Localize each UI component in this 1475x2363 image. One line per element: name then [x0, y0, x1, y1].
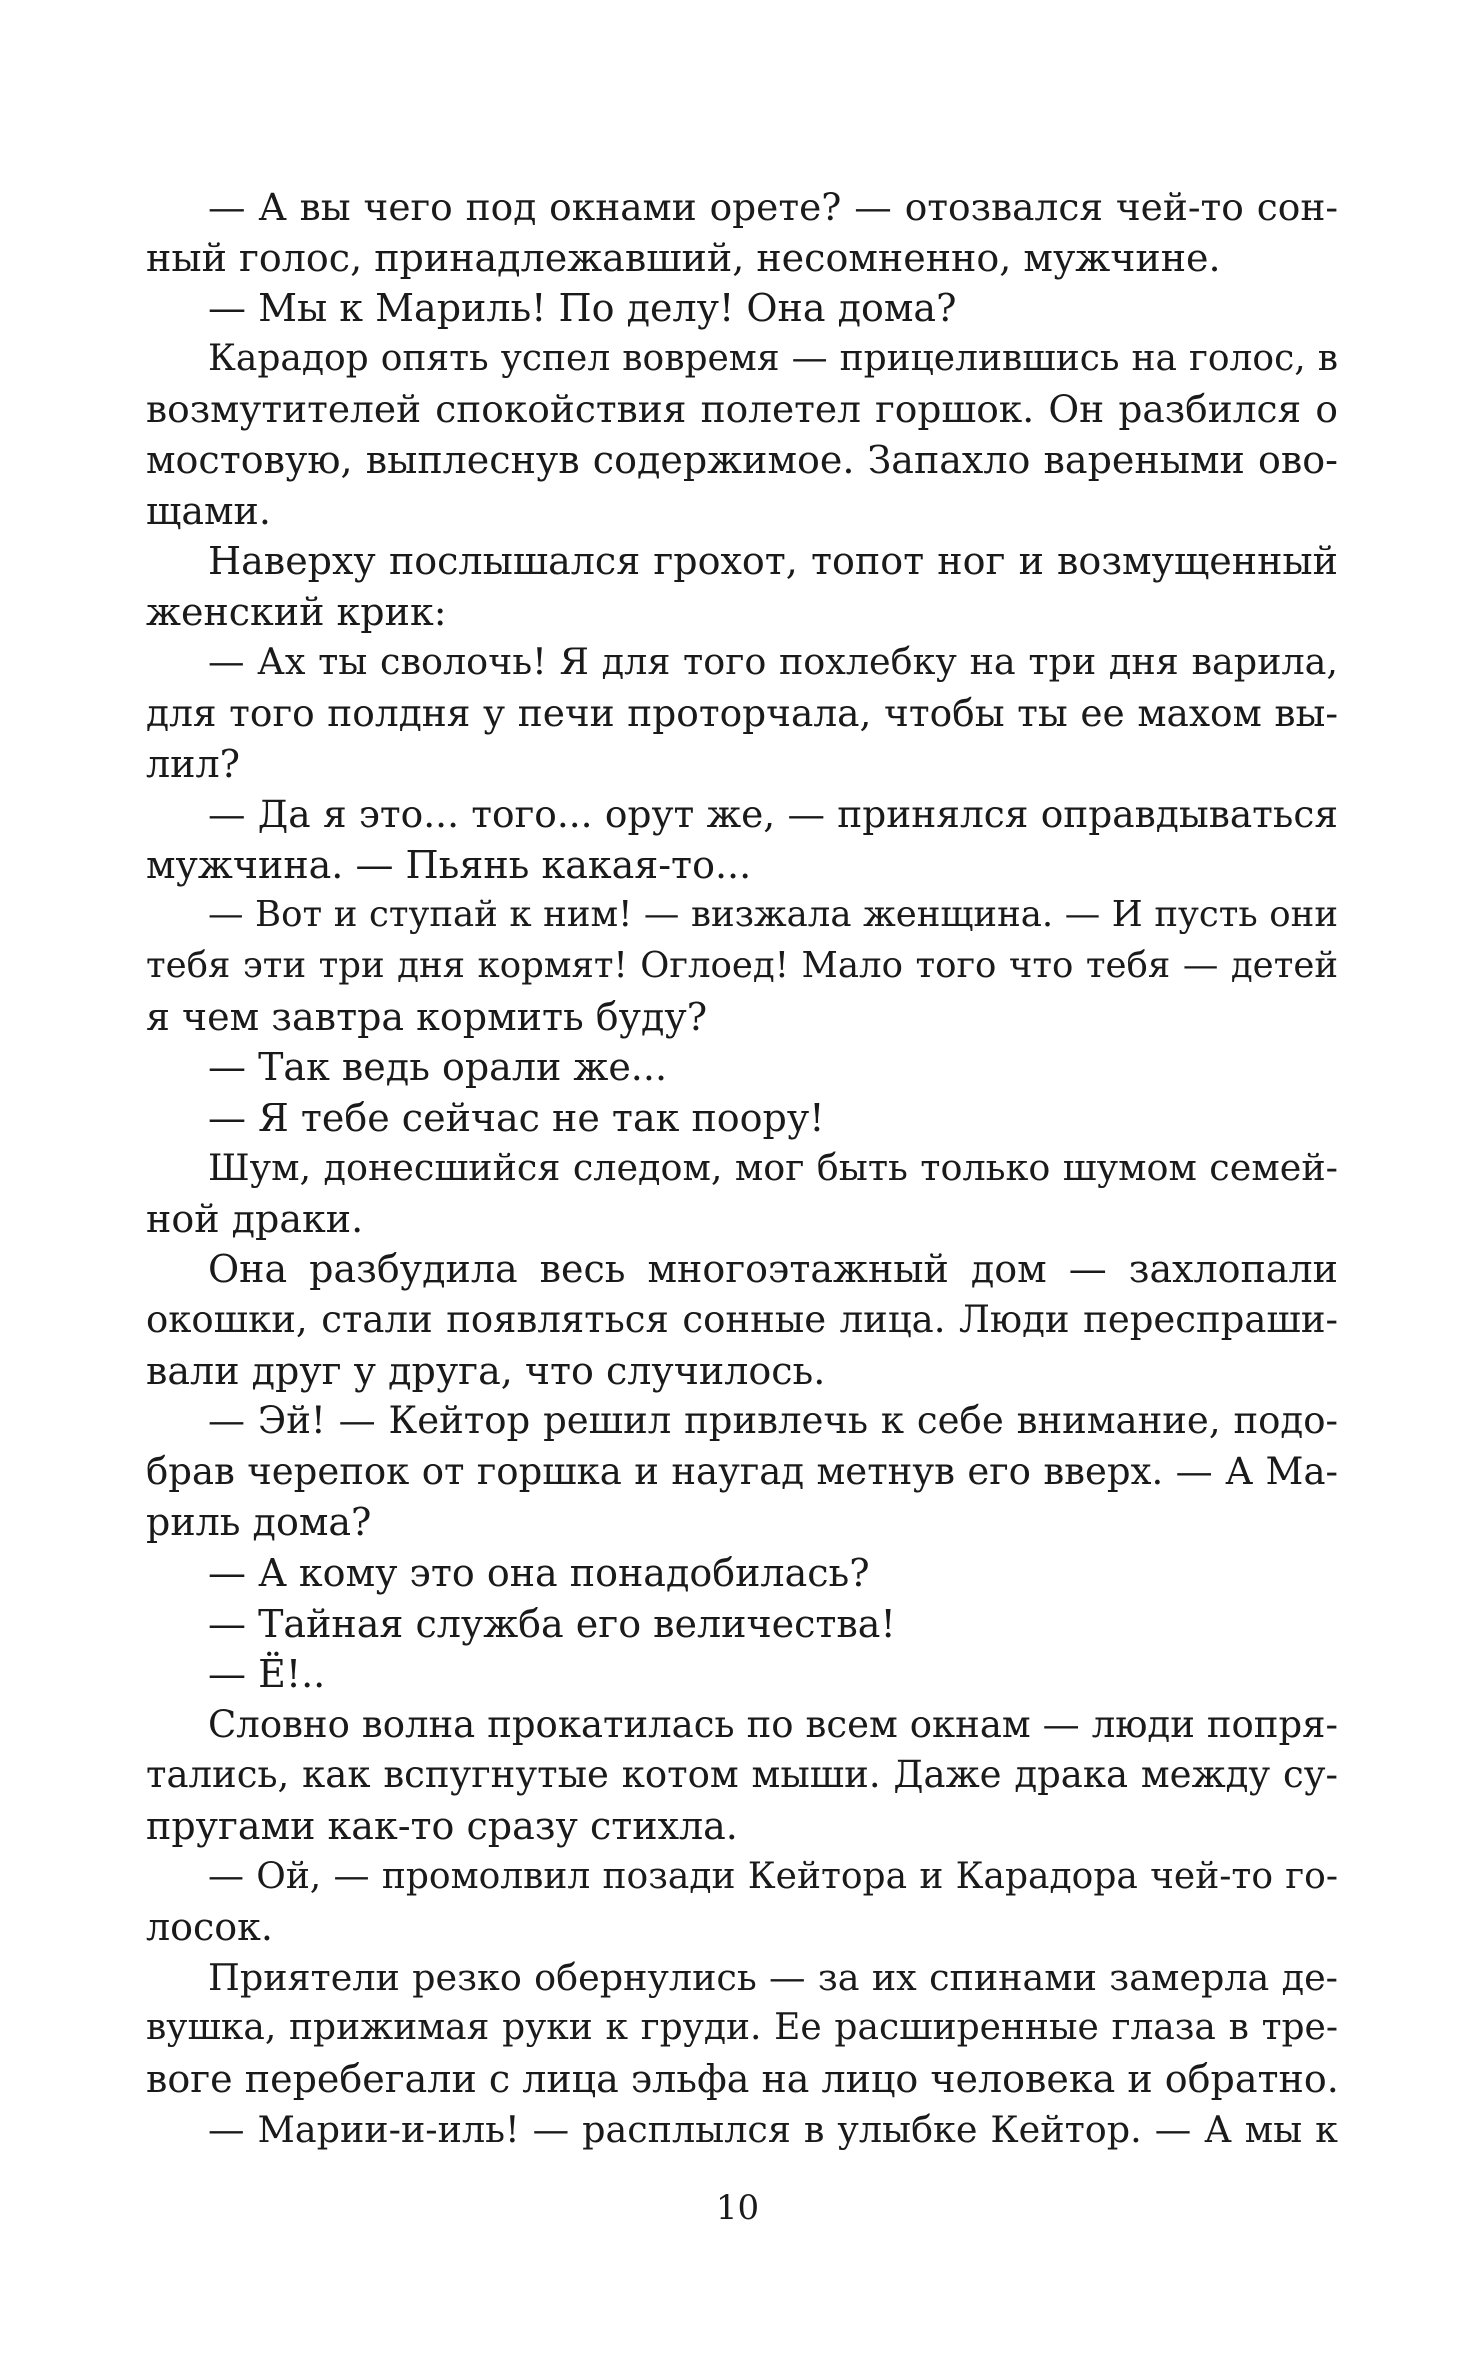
text-line: воге перебегали с лица эльфа на лицо человека и обратно.	[146, 2056, 1339, 2101]
body-text	[146, 182, 1338, 2155]
text-line: — Ё!..	[208, 1652, 326, 1697]
text-line: — Марии-и-иль! — расплылся в улыбке Кейтор. — А мы к	[208, 2107, 1338, 2151]
text-line: ной драки.	[146, 1196, 364, 1241]
text-line: Словно волна прокатилась по всем окнам — люди попря-	[208, 1702, 1338, 1746]
text-line: Наверху послышался грохот, топот ног и возмущенный	[208, 539, 1338, 584]
text-line: — Вот и ступай к ним! — визжала женщина. — И пусть они	[208, 894, 1338, 936]
text-line: Карадор опять успел вовремя — прицелившись на голос, в	[208, 337, 1338, 379]
text-line: тебя эти три дня кормят! Оглоед! Мало того что тебя — детей	[146, 944, 1338, 986]
text-line: окошки, стали появляться сонные лица. Люди переспраши-	[146, 1298, 1338, 1342]
text-line: женский крик:	[146, 589, 447, 634]
text-line: — А вы чего под окнами орете? — отозвался чей-то сон-	[208, 185, 1338, 229]
text-line: Приятели резко обернулись — за их спинами замерла де-	[208, 1955, 1338, 1999]
text-line: — Эй! — Кейтор решил привлечь к себе внимание, подо-	[208, 1399, 1338, 1443]
text-line: Она разбудила весь многоэтажный дом — захлопали	[208, 1247, 1338, 1292]
text-line: — А кому это она понадобилась?	[208, 1551, 870, 1596]
text-line: вушка, прижимая руки к груди. Ее расширенные глаза в тре-	[146, 2007, 1338, 2049]
text-line: — Мы к Мариль! По делу! Она дома?	[208, 286, 957, 331]
page-number: 10	[715, 2188, 760, 2228]
text-line: — Я тебе сейчас не так поору!	[208, 1095, 825, 1140]
text-line: риль дома?	[146, 1500, 372, 1545]
text-line: щами.	[146, 488, 271, 533]
text-line: лил?	[146, 741, 240, 786]
text-line: — Ах ты сволочь! Я для того похлебку на три дня варила,	[208, 640, 1338, 684]
text-line: мостовую, выплеснув содержимое. Запахло вареными ово-	[146, 437, 1338, 482]
text-line: тались, как вспугнутые котом мыши. Даже драка между су-	[146, 1753, 1338, 1797]
text-line: возмутителей спокойствия полетел горшок. Он разбился о	[146, 387, 1338, 432]
text-line: лосок.	[146, 1905, 274, 1950]
text-line: я чем завтра кормить буду?	[146, 994, 708, 1039]
text-line: — Ой, — промолвил позади Кейтора и Карадора чей-то го-	[208, 1855, 1338, 1897]
text-line: — Да я это... того... орут же, — принялся оправдываться	[208, 792, 1338, 837]
text-line: мужчина. — Пьянь какая-то...	[146, 842, 752, 887]
text-line: брав черепок от горшка и наугад метнув его вверх. — А Ма-	[146, 1449, 1338, 1493]
text-line: для того полдня у печи проторчала, чтобы ты ее махом вы-	[146, 690, 1338, 735]
text-line: вали друг у друга, что случилось.	[146, 1348, 826, 1393]
text-line: пругами как-то сразу стихла.	[146, 1804, 738, 1848]
text-line: — Тайная служба его величества!	[208, 1601, 896, 1646]
text-line: ный голос, принадлежавший, несомненно, мужчине.	[146, 235, 1221, 280]
text-line: — Так ведь орали же...	[208, 1045, 668, 1090]
text-line: Шум, донесшийся следом, мог быть только шумом семей-	[208, 1146, 1338, 1190]
